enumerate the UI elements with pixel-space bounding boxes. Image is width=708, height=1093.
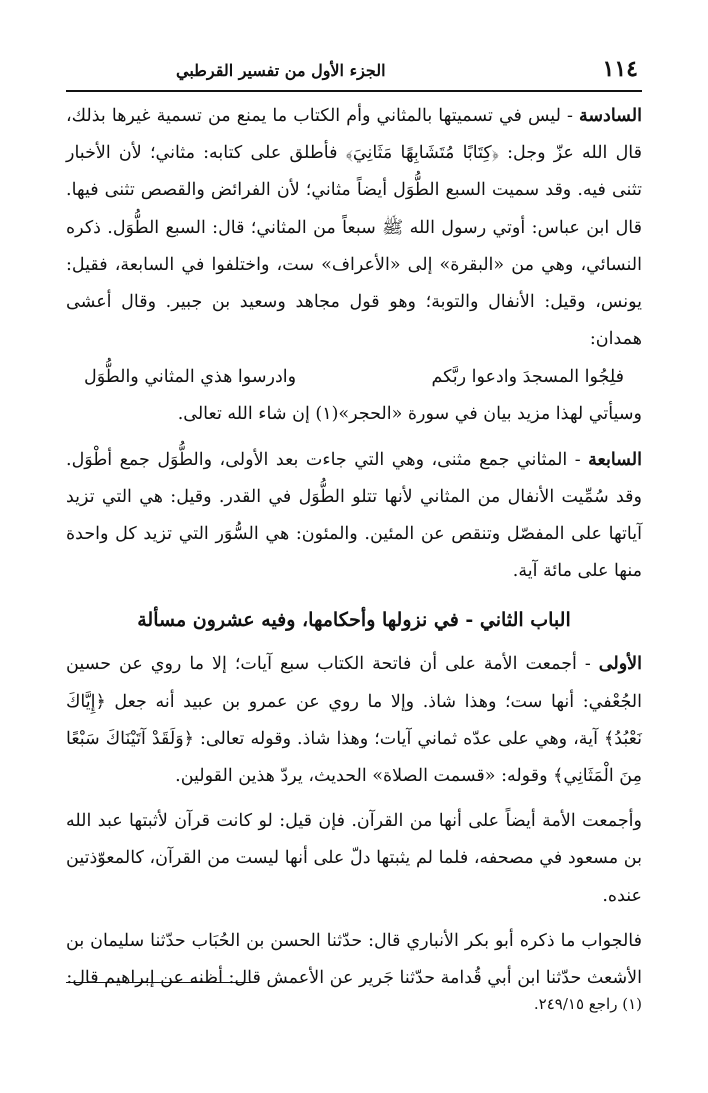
paragraph-lead: الأولى — [598, 654, 642, 675]
running-title: الجزء الأول من تفسير القرطبي — [176, 61, 386, 80]
page-number: ١١٤ — [602, 56, 638, 82]
paragraph-answer: فالجواب ما ذكره أبو بكر الأنباري قال: حدّثنا الحسن بن الحُبَاب حدّثنا سليمان بن الأشعث حدّثنا ابن أبي قُدامة حدّثنا جَرير عن الأعمش قال: أظنه عن إبراهيم قال: — [66, 930, 642, 989]
chapter-heading: الباب الثاني - في نزولها وأحكامها، وفيه عشرون مسألة — [137, 609, 571, 632]
page-header — [66, 56, 642, 92]
paragraph-text: - ليس في تسميتها بالمثاني وأم الكتاب ما يمنع من تسمية غيرها بذلك، قال الله عزّ وجل: ﴿كِتَابًا مُتَشَابِهًا مَثَانِيَ﴾ فأطلق على كتابه: مثاني؛ لأن الأخبار تثنى فيه. وقد سميت السبع الطُّوَل أيضاً مثاني؛ لأن الفرائض والقصص تثنى فيها. قال ابن عباس: أوتي رسول الله ﷺ سبعاً من المثاني؛ قال: السبع الطُّوَل. ذكره النسائي، وهي من «البقرة» إلى «الأعراف» ست، واختلفوا في السابعة، فقيل: يونس، وقيل: الأنفال والتوبة؛ وهو قول مجاهد وسعيد بن جبير. وقال أعشى همدان: — [66, 106, 642, 350]
book-page — [66, 56, 642, 1076]
paragraph-consensus: وأجمعت الأمة أيضاً على أنها من القرآن. فإن قيل: لو كانت قرآن لأثبتها عبد الله بن مسعود في مصحفه، فلما لم يثبتها دلّ على أنها ليست من القرآن، كالمعوّذتين عنده. — [66, 811, 642, 906]
paragraph-sixth — [66, 98, 642, 358]
paragraph-lead: السابعة — [588, 449, 642, 470]
verse-first-hemistich: فلِجُوا المسجدَ وادعوا ربَّكم — [431, 367, 624, 388]
footnote-divider — [66, 982, 256, 983]
paragraph-reference: وسيأتي لهذا مزيد بيان في سورة «الحجر»(١) إن شاء الله تعالى. — [177, 404, 642, 425]
paragraph-text: - أجمعت الأمة على أن فاتحة الكتاب سبع آيات؛ إلا ما روي عن حسين الجُعْفي: أنها ست؛ وهذا شاذ. وإلا ما روي عن عمرو بن عبيد أنه جعل ﴿إِيَّاكَ نَعْبُدُ﴾ آية، وهي على عدّه ثماني آيات؛ وهذا شاذ. وقوله تعالى: ﴿وَلَقَدْ آتَيْنَاكَ سَبْعًا مِنَ الْمَثَانِي﴾ وقوله: «قسمت الصلاة» الحديث، يردّ هذين القولين. — [66, 654, 642, 787]
poetry-verse — [66, 358, 642, 396]
footnote: (١) راجع ٢٤٩/١٥. — [533, 995, 642, 1013]
paragraph-text: - المثاني جمع مثنى، وهي التي جاءت بعد الأولى، والطُّوَل جمع أطْوَل. وقد سُمِّيت الأنفال من المثاني لأنها تتلو الطُّوَل في القدر. وقيل: هي التي تزيد آياتها على المفصّل وتنقص عن المئين. والمئون: هي السُّوَر التي تزيد كل واحدة منها على مائة آية. — [66, 449, 642, 582]
paragraph-first — [66, 646, 642, 795]
paragraph-seventh — [66, 442, 642, 591]
paragraph-lead: السادسة — [579, 106, 642, 126]
page-body — [66, 98, 642, 997]
verse-second-hemistich: وادرسوا هذي المثاني والطُّوَل — [84, 367, 297, 388]
